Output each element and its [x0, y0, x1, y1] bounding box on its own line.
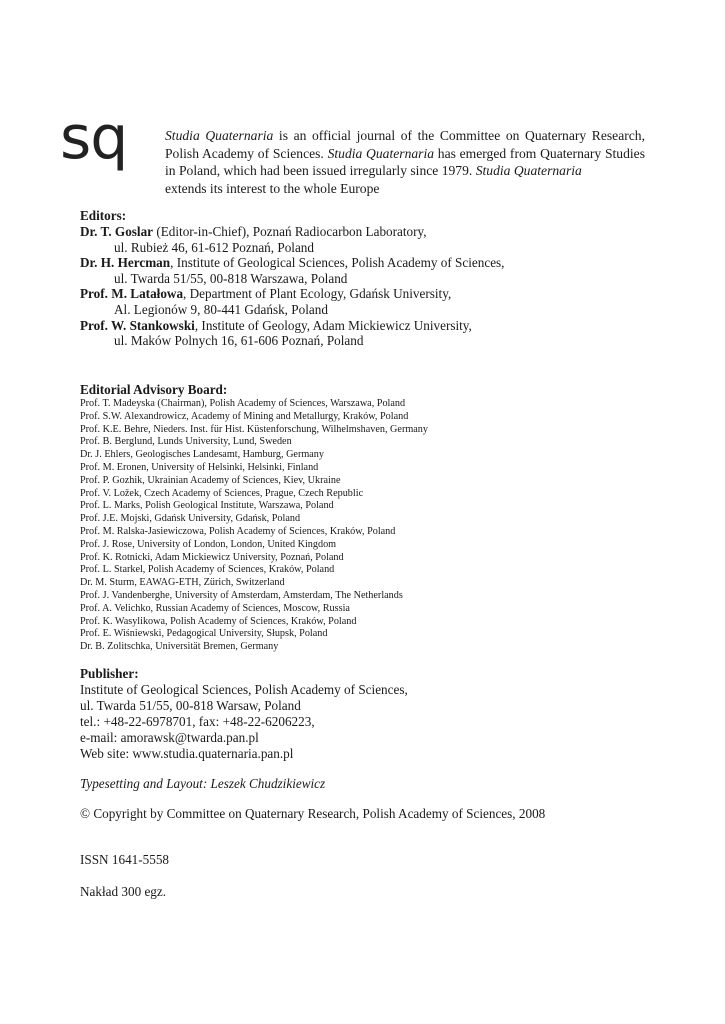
- editor-entry: [80, 286, 660, 317]
- board-member: Dr. B. Zolitschka, Universität Bremen, Germany: [80, 641, 279, 653]
- editor-affiliation: , Department of Plant Ecology, Gdańsk University,: [183, 286, 452, 302]
- board-member: Prof. E. Wiśniewski, Pedagogical University, Słupsk, Poland: [80, 628, 328, 640]
- editor-entry: [80, 255, 660, 286]
- editor-name: Prof. M. Latałowa: [80, 286, 184, 302]
- editor-address: ul. Twarda 51/55, 00-818 Warszawa, Poland: [114, 270, 348, 286]
- editor-entry: [80, 224, 660, 255]
- board-member: Prof. P. Gozhik, Ukrainian Academy of Sciences, Kiev, Ukraine: [80, 474, 341, 486]
- editor-affiliation: , Institute of Geology, Adam Mickiewicz University,: [194, 317, 472, 333]
- editor-name: Dr. T. Goslar: [80, 224, 154, 239]
- issn: ISSN 1641-5558: [80, 852, 170, 867]
- journal-logo: sq: [60, 103, 128, 173]
- board-member: Prof. S.W. Alexandrowicz, Academy of Mining and Metallurgy, Kraków, Poland: [80, 410, 409, 422]
- publisher-heading: Publisher:: [80, 666, 139, 681]
- editors-section: [80, 208, 660, 349]
- editors-heading: Editors:: [80, 208, 127, 223]
- board-member: Prof. V. Ložek, Czech Academy of Sciences, Prague, Czech Republic: [80, 487, 364, 499]
- editor-name: Dr. H. Hercman: [80, 255, 171, 271]
- board-member: Prof. M. Ralska-Jasiewiczowa, Polish Academy of Sciences, Kraków, Poland: [80, 525, 396, 537]
- intro-text-3: extends its interest to the whole Europe: [165, 180, 380, 196]
- editor-address: Al. Legionów 9, 80-441 Gdańsk, Poland: [114, 301, 328, 317]
- editor-address: ul. Rubież 46, 61-612 Poznań, Poland: [114, 239, 314, 255]
- publisher-phone-fax: tel.: +48-22-6978701, fax: +48-22-6206223,: [80, 714, 315, 729]
- publisher-section: [80, 666, 660, 762]
- editor-affiliation: (Editor-in-Chief), Poznań Radiocarbon Laboratory,: [153, 224, 427, 239]
- board-member: Prof. J.E. Mojski, Gdańsk University, Gdańsk, Poland: [80, 513, 301, 525]
- board-member: Dr. J. Ehlers, Geologisches Landesamt, Hamburg, Germany: [80, 449, 324, 461]
- editor-address: ul. Maków Polnych 16, 61-606 Poznań, Poland: [114, 333, 364, 349]
- journal-name: Studia Quaternaria: [165, 128, 274, 143]
- print-run: Nakład 300 egz.: [80, 884, 167, 899]
- advisory-board-section: [80, 381, 680, 654]
- intro-text-1: is an official journal of the Committee on Quaternary Research, Polish Academy of Sciences.: [165, 128, 645, 161]
- advisory-board-list: [80, 398, 680, 654]
- board-member: Dr. M. Sturm, EAWAG-ETH, Zürich, Switzerland: [80, 577, 285, 589]
- editor-affiliation: , Institute of Geological Sciences, Polish Academy of Sciences,: [170, 255, 505, 271]
- board-member: Prof. L. Marks, Polish Geological Institute, Warszawa, Poland: [80, 500, 334, 512]
- board-member: Prof. K. Rotnicki, Adam Mickiewicz University, Poznań, Poland: [80, 551, 344, 563]
- journal-intro: [165, 127, 645, 197]
- board-member: Prof. A. Velichko, Russian Academy of Sciences, Moscow, Russia: [80, 602, 350, 614]
- publisher-website: Web site: www.studia.quaternaria.pan.pl: [80, 746, 294, 761]
- editor-entry: [80, 318, 660, 349]
- advisory-board-heading: Editorial Advisory Board:: [80, 382, 228, 397]
- intro-text-2: has emerged from Quaternary Studies in Poland, which had been issued irregularly since 1979.: [165, 145, 645, 179]
- journal-name: Studia Quaternaria: [475, 163, 582, 179]
- board-member: Prof. T. Madeyska (Chairman), Polish Academy of Sciences, Warszawa, Poland: [80, 398, 406, 409]
- board-member: Prof. K.E. Behre, Nieders. Inst. für Hist. Küstenforschung, Wilhelmshaven, Germany: [80, 423, 428, 435]
- board-member: Prof. K. Wasylikowa, Polish Academy of Sciences, Kraków, Poland: [80, 615, 357, 627]
- board-member: Prof. B. Berglund, Lunds University, Lund, Sweden: [80, 436, 292, 448]
- editor-name: Prof. W. Stankowski: [80, 317, 195, 333]
- typesetting-credit: Typesetting and Layout: Leszek Chudzikiewicz: [80, 776, 326, 791]
- board-member: Prof. L. Starkel, Polish Academy of Sciences, Kraków, Poland: [80, 564, 335, 576]
- board-member: Prof. M. Eronen, University of Helsinki, Helsinki, Finland: [80, 461, 319, 473]
- board-member: Prof. J. Vandenberghe, University of Amsterdam, Amsterdam, The Netherlands: [80, 589, 403, 601]
- publisher-email: e-mail: amorawsk@twarda.pan.pl: [80, 730, 259, 745]
- publisher-name: Institute of Geological Sciences, Polish Academy of Sciences,: [80, 682, 408, 697]
- board-member: Prof. J. Rose, University of London, London, United Kingdom: [80, 538, 337, 550]
- copyright-notice: © Copyright by Committee on Quaternary Research, Polish Academy of Sciences, 2008: [80, 806, 546, 821]
- journal-name: Studia Quaternaria: [327, 145, 435, 161]
- publisher-address: ul. Twarda 51/55, 00-818 Warsaw, Poland: [80, 698, 301, 713]
